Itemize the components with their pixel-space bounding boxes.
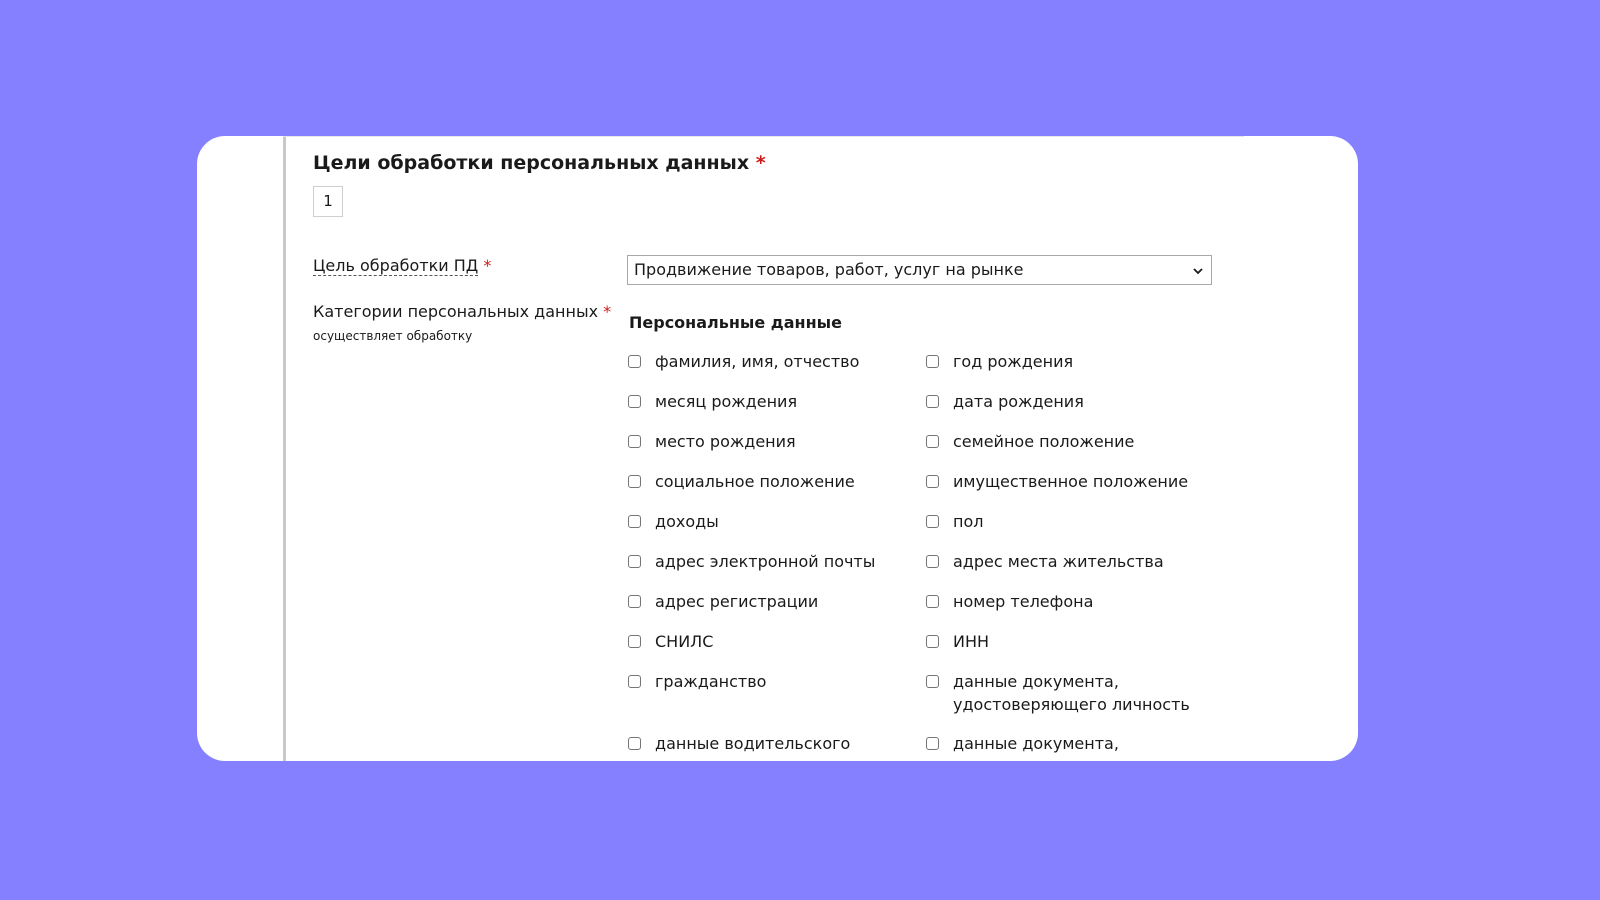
checkbox-label: данные водительского [655,734,851,753]
purpose-index-badge: 1 [313,186,343,217]
checkbox-label: данные документа, [953,734,1119,753]
checkbox-property-status[interactable] [926,472,1188,493]
checkbox-label: место рождения [655,432,796,451]
checkbox-box[interactable] [926,595,939,608]
checkbox-box[interactable] [926,737,939,750]
checkbox-full-name[interactable] [628,352,859,373]
checkbox-label: адрес регистрации [655,592,819,611]
checkbox-box[interactable] [628,595,641,608]
checkbox-box[interactable] [926,555,939,568]
checkbox-marital-status[interactable] [926,432,1134,453]
checkbox-label: гражданство [655,672,767,691]
checkbox-other-document[interactable] [926,734,1119,755]
checkbox-box[interactable] [628,737,641,750]
section-left-rule [283,136,286,761]
checkbox-snils[interactable] [628,632,713,653]
checkbox-box[interactable] [628,515,641,528]
checkbox-label: адрес места жительства [953,552,1164,571]
checkbox-box[interactable] [926,635,939,648]
checkbox-box[interactable] [628,435,641,448]
checkbox-label: социальное положение [655,472,855,491]
checkbox-label: адрес электронной почты [655,552,876,571]
checkbox-label: месяц рождения [655,392,798,411]
checkbox-label: ИНН [953,632,990,651]
form-card [197,136,1358,761]
checkbox-label: номер телефона [953,592,1094,611]
checkbox-label: пол [953,512,984,531]
checkbox-birth-place[interactable] [628,432,796,453]
purpose-select[interactable] [627,255,1212,285]
purpose-label-text: Цель обработки ПД [313,256,479,275]
checkbox-label: данные документа, удостоверяющего личность [953,672,1190,714]
checkbox-drivers-license[interactable] [628,734,850,755]
checkbox-label: дата рождения [953,392,1084,411]
chevron-down-icon [1193,266,1203,276]
checkbox-box[interactable] [926,355,939,368]
checkbox-inn[interactable] [926,632,989,653]
checkbox-gender[interactable] [926,512,983,533]
checkbox-registration-address[interactable] [628,592,818,613]
purpose-label [313,256,491,275]
checkbox-social-status[interactable] [628,472,855,493]
checkbox-income[interactable] [628,512,719,533]
required-mark: * [755,152,766,174]
personal-data-heading: Персональные данные [629,313,842,332]
required-mark: * [483,256,492,275]
checkbox-box[interactable] [926,515,939,528]
checkbox-box[interactable] [926,675,939,688]
section-top-rule [283,136,1244,137]
checkbox-label: фамилия, имя, отчество [655,352,860,371]
section-title: Цели обработки персональных данных * [313,152,766,174]
checkbox-birth-date[interactable] [926,392,1084,413]
checkbox-residence-address[interactable] [926,552,1164,573]
checkbox-phone[interactable] [926,592,1093,613]
categories-label: Категории персональных данных * [313,302,612,321]
checkbox-box[interactable] [628,675,641,688]
checkbox-identity-document[interactable] [926,672,1190,716]
checkbox-box[interactable] [926,435,939,448]
checkbox-birth-month[interactable] [628,392,797,413]
categories-note: осуществляет обработку [313,329,473,343]
checkbox-label: год рождения [953,352,1074,371]
checkbox-box[interactable] [628,475,641,488]
checkbox-birth-year[interactable] [926,352,1073,373]
checkbox-citizenship[interactable] [628,672,766,693]
checkbox-label: семейное положение [953,432,1135,451]
checkbox-box[interactable] [628,395,641,408]
checkbox-box[interactable] [628,355,641,368]
checkbox-label: имущественное положение [953,472,1189,491]
checkbox-box[interactable] [926,475,939,488]
checkbox-box[interactable] [628,555,641,568]
purpose-select-value: Продвижение товаров, работ, услуг на рынке [634,260,1024,279]
required-mark: * [603,302,612,321]
checkbox-box[interactable] [926,395,939,408]
checkbox-email[interactable] [628,552,875,573]
checkbox-label: доходы [655,512,719,531]
checkbox-box[interactable] [628,635,641,648]
checkbox-label: СНИЛС [655,632,714,651]
